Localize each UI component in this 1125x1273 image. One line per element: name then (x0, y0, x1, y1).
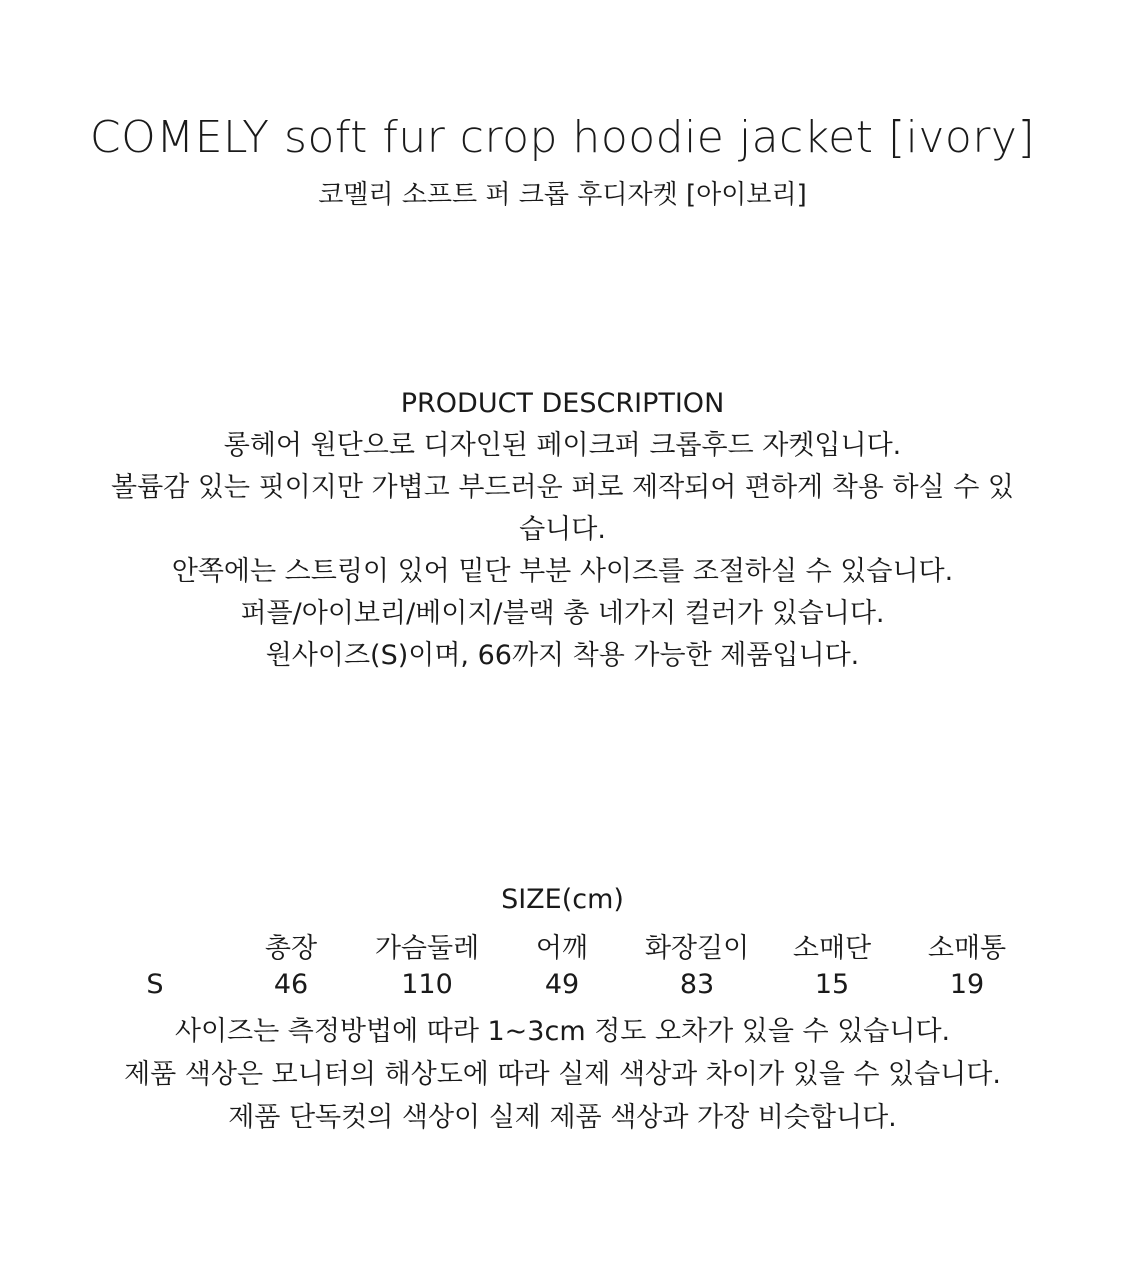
size-cell: 15 (814, 969, 850, 1000)
size-cell: 110 (401, 969, 453, 1000)
size-cell: 19 (949, 969, 985, 1000)
size-notes (0, 1010, 1125, 1139)
size-table (0, 926, 1125, 1012)
size-cell: 46 (273, 969, 309, 1000)
size-header-cell: 소매통 (927, 933, 1007, 964)
product-title-en: COMELY soft fur crop hoodie jacket [ivory] (89, 112, 1036, 163)
description-line: 볼륨감 있는 핏이지만 가볍고 부드러운 퍼로 제작되어 편하게 착용 하실 수 있 (111, 472, 1014, 503)
size-cell: S (146, 969, 164, 1000)
size-header-cell: 총장 (264, 933, 318, 964)
product-description (90, 383, 1035, 677)
size-header-cell: 어깨 (535, 933, 589, 964)
size-header-cell: 가슴둘레 (374, 933, 480, 964)
description-line: 롱헤어 원단으로 디자인된 페이크퍼 크롭후드 자켓입니다. (223, 430, 902, 461)
size-cell: 49 (544, 969, 580, 1000)
description-line: 퍼플/아이보리/베이지/블랙 총 네가지 컬러가 있습니다. (240, 598, 885, 629)
description-line: 원사이즈(S)이며, 66까지 착용 가능한 제품입니다. (265, 640, 860, 671)
note-line: 제품 색상은 모니터의 해상도에 따라 실제 색상과 차이가 있을 수 있습니다. (124, 1059, 1001, 1090)
note-line: 제품 단독컷의 색상이 실제 제품 색상과 가장 비슷합니다. (228, 1102, 897, 1133)
size-header-cell: 소매단 (792, 933, 872, 964)
description-line: 안쪽에는 스트링이 있어 밑단 부분 사이즈를 조절하실 수 있습니다. (171, 556, 954, 587)
product-title-ko: 코멜리 소프트 퍼 크롭 후디자켓 [아이보리] (318, 180, 807, 210)
note-line: 사이즈는 측정방법에 따라 1~3cm 정도 오차가 있을 수 있습니다. (174, 1016, 951, 1047)
size-heading: SIZE(cm) (501, 884, 624, 915)
size-cell: 83 (679, 969, 715, 1000)
description-line: 습니다. (519, 514, 606, 545)
size-header-row (0, 926, 1125, 969)
description-heading: PRODUCT DESCRIPTION (400, 388, 725, 419)
size-data-row (0, 969, 1125, 1012)
size-header-cell: 화장길이 (644, 933, 750, 964)
